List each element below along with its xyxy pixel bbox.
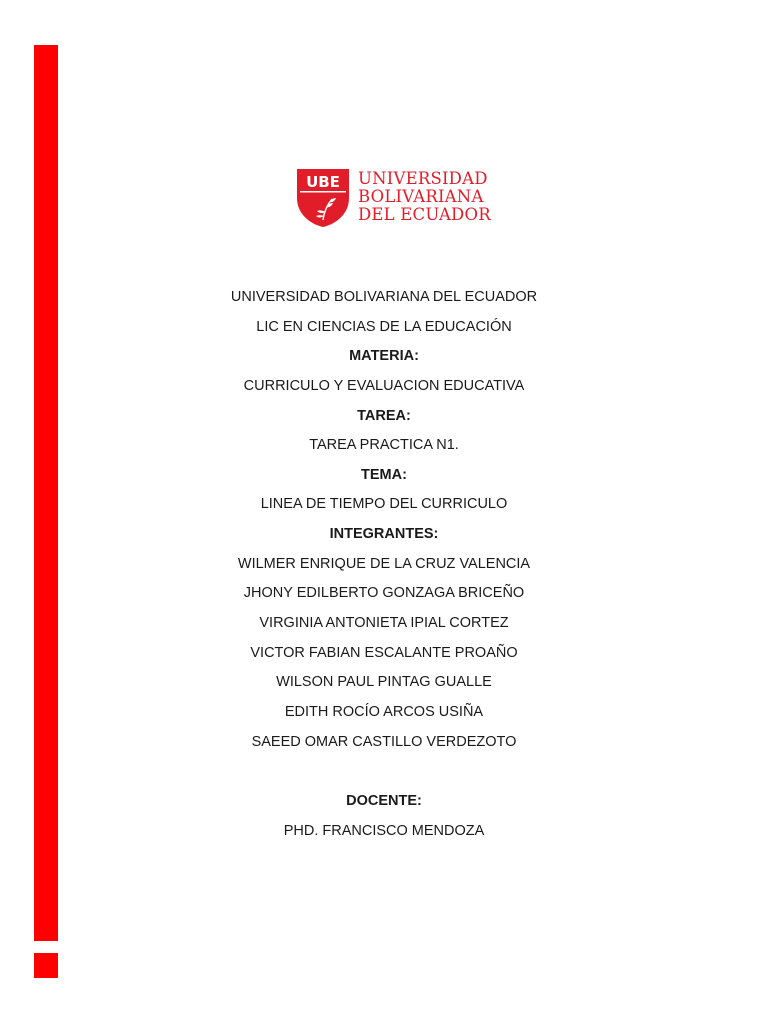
program-name: LIC EN CIENCIAS DE LA EDUCACIÓN bbox=[256, 318, 512, 335]
topic-value: LINEA DE TIEMPO DEL CURRICULO bbox=[260, 496, 508, 513]
logo-abbr: UBE bbox=[306, 173, 340, 191]
university-logo bbox=[296, 168, 491, 230]
logo-line-1: UNIVERSIDAD bbox=[358, 169, 488, 188]
member-name: VICTOR FABIAN ESCALANTE PROAÑO bbox=[250, 644, 518, 661]
logo-line-3: DEL ECUADOR bbox=[358, 205, 491, 224]
ube-shield-icon bbox=[296, 168, 350, 228]
member-name: VIRGINIA ANTONIETA IPIAL CORTEZ bbox=[259, 615, 509, 632]
teacher-name: PHD. FRANCISCO MENDOZA bbox=[283, 822, 485, 839]
teacher-label: DOCENTE: bbox=[346, 792, 422, 809]
logo-line-2: BOLIVARIANA bbox=[358, 187, 484, 206]
subject-label: MATERIA: bbox=[349, 348, 419, 365]
task-label: TAREA: bbox=[357, 407, 411, 424]
left-red-square bbox=[34, 953, 58, 978]
cover-text bbox=[0, 283, 768, 846]
member-name: WILSON PAUL PINTAG GUALLE bbox=[276, 674, 492, 691]
university-name: UNIVERSIDAD BOLIVARIANA DEL ECUADOR bbox=[230, 289, 538, 305]
members-label: INTEGRANTES: bbox=[329, 526, 439, 543]
subject-value: CURRICULO Y EVALUACION EDUCATIVA bbox=[243, 377, 525, 394]
logo-wordmark bbox=[358, 169, 491, 224]
topic-label: TEMA: bbox=[361, 466, 407, 483]
member-name: EDITH ROCÍO ARCOS USIÑA bbox=[284, 703, 484, 720]
blank-line bbox=[0, 757, 768, 787]
member-name: SAEED OMAR CASTILLO VERDEZOTO bbox=[251, 733, 517, 750]
member-name: WILMER ENRIQUE DE LA CRUZ VALENCIA bbox=[237, 555, 531, 572]
member-name: JHONY EDILBERTO GONZAGA BRICEÑO bbox=[243, 585, 525, 602]
task-value: TAREA PRACTICA N1. bbox=[309, 437, 459, 454]
